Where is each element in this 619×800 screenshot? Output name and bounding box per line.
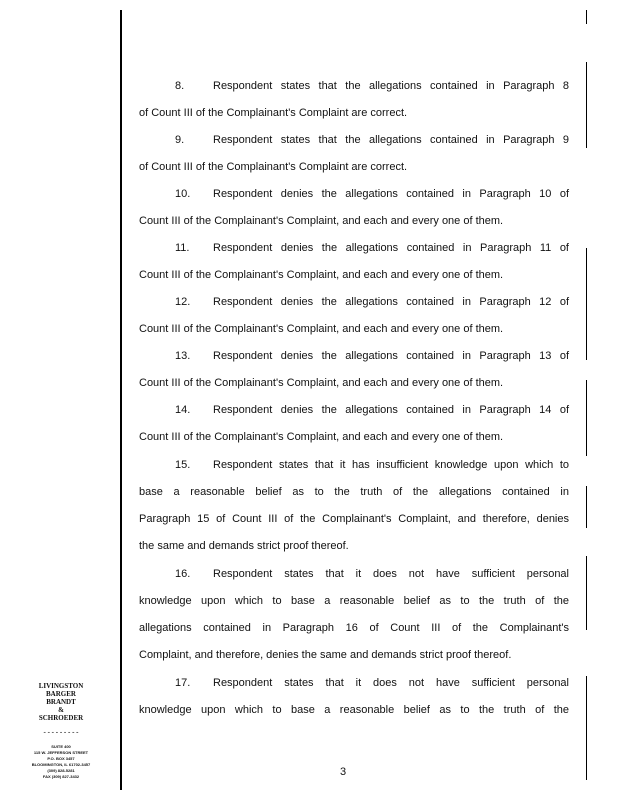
paragraph-first-line: 17. Respondent states that it does not have sufficient personal xyxy=(175,677,569,689)
right-revision-bar xyxy=(586,62,587,148)
paragraph-first-line: 9. Respondent states that the allegations contained in Paragraph 9 xyxy=(175,134,569,146)
paragraph-first-line: 10. Respondent denies the allegations contained in Paragraph 10 of xyxy=(175,188,569,200)
paragraph-first-line: 16. Respondent states that it does not have sufficient personal xyxy=(175,568,569,580)
right-revision-bar xyxy=(586,676,587,780)
firm-address-line: SUITE 400 xyxy=(51,744,71,749)
firm-name-line: & xyxy=(58,706,64,714)
paragraph-line: Paragraph 15 of Count III of the Complainant's Complaint, and therefore, denies xyxy=(139,513,569,525)
paragraph-line: Count III of the Complainant's Complaint, and each and every one of them. xyxy=(139,215,504,227)
right-revision-bar xyxy=(586,380,587,456)
right-revision-bar xyxy=(586,248,587,360)
paragraph-line: allegations contained in Paragraph 16 of Count III of the Complainant's xyxy=(139,622,569,634)
firm-address-line: (309) 828-5281 xyxy=(47,768,75,773)
firm-address-line: BLOOMINGTON, IL 61702-3457 xyxy=(31,762,91,767)
paragraph-line: the same and demands strict proof thereof. xyxy=(139,540,349,552)
paragraph-line: Count III of the Complainant's Complaint, and each and every one of them. xyxy=(139,431,504,443)
paragraph-first-line: 15. Respondent states that it has insufficient knowledge upon which to xyxy=(175,459,569,471)
firm-name-block xyxy=(28,682,94,736)
paragraph-line: knowledge upon which to base a reasonable belief as to the truth of the xyxy=(139,595,569,607)
paragraph-first-line: 11. Respondent denies the allegations contained in Paragraph 11 of xyxy=(175,242,569,254)
left-margin-rule xyxy=(120,10,122,790)
paragraph-first-line: 13. Respondent denies the allegations contained in Paragraph 13 of xyxy=(175,350,569,362)
paragraph-first-line: 12. Respondent denies the allegations contained in Paragraph 12 of xyxy=(175,296,569,308)
firm-divider: - - - - - - - - - xyxy=(43,728,79,736)
firm-name-line: BRANDT xyxy=(46,698,76,706)
paragraph-line: Count III of the Complainant's Complaint, and each and every one of them. xyxy=(139,269,504,281)
firm-name-line: LIVINGSTON xyxy=(38,682,84,690)
paragraph-line: of Count III of the Complainant's Complaint are correct. xyxy=(139,107,408,119)
firm-name-line: BARGER xyxy=(46,690,76,698)
right-revision-bar xyxy=(586,486,587,528)
paragraph-line: Count III of the Complainant's Complaint, and each and every one of them. xyxy=(139,323,504,335)
paragraph-first-line: 8. Respondent states that the allegations contained in Paragraph 8 xyxy=(175,80,569,92)
paragraph-line: knowledge upon which to base a reasonable belief as to the truth of the xyxy=(139,704,569,716)
firm-address-line: FAX (309) 827-3432 xyxy=(42,774,80,779)
paragraph-line: Complaint, and therefore, denies the same and demands strict proof thereof. xyxy=(139,649,512,661)
right-margin-mark xyxy=(586,10,587,24)
firm-name-line: SCHROEDER xyxy=(38,714,84,722)
page-number: 3 xyxy=(340,766,347,778)
firm-address-line: 115 W. JEFFERSON STREET xyxy=(33,750,89,755)
paragraph-first-line: 14. Respondent denies the allegations contained in Paragraph 14 of xyxy=(175,404,569,416)
firm-address-block xyxy=(20,744,102,780)
firm-address-line: P.O. BOX 3457 xyxy=(47,756,75,761)
paragraph-line: base a reasonable belief as to the truth of the allegations contained in xyxy=(139,486,569,498)
paragraph-line: Count III of the Complainant's Complaint, and each and every one of them. xyxy=(139,377,504,389)
paragraph-line: of Count III of the Complainant's Complaint are correct. xyxy=(139,161,408,173)
right-revision-bar xyxy=(586,556,587,630)
